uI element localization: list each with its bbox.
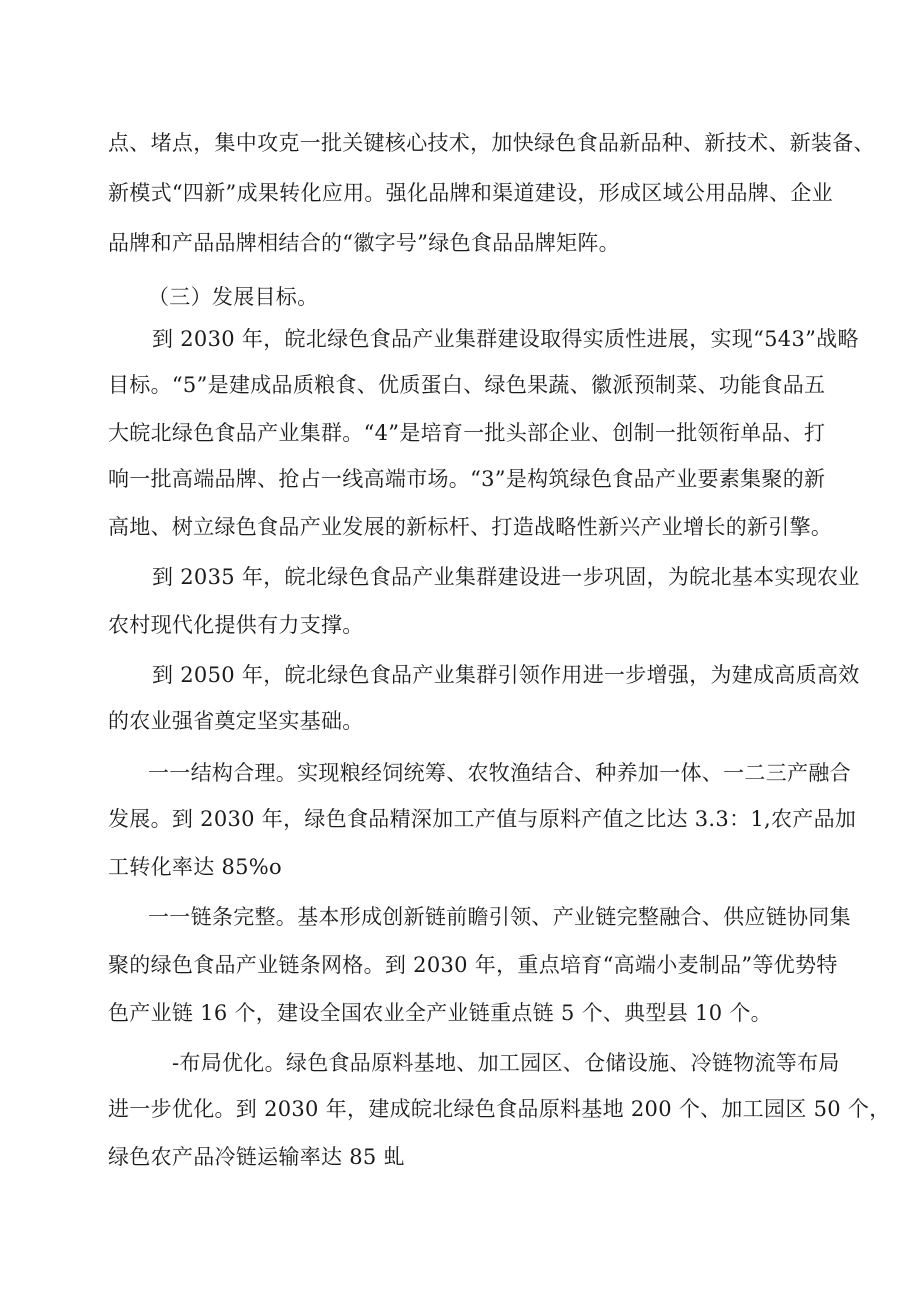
paragraph-line: 工转化率达 85%o <box>108 855 282 879</box>
paragraph-line: 进一步优化。到 2030 年，建成皖北绿色食品原料基地 200 个、加工园区 50 个， <box>108 1097 891 1121</box>
paragraph-line: 一一结构合理。实现粮经饲统筹、农牧渔结合、种养加一体、一二三产融合 <box>148 761 851 785</box>
paragraph-line: 绿色农产品冷链运输率达 85 虬 <box>108 1145 405 1169</box>
paragraph-line: 目标。“5”是建成品质粮食、优质蛋白、绿色果蔬、徽派预制菜、功能食品五 <box>108 373 826 397</box>
paragraph-line: 点、堵点，集中攻克一批关键核心技术，加快绿色食品新品种、新技术、新装备、 <box>108 131 875 155</box>
paragraph-line: 品牌和产品品牌相结合的“徽字号”绿色食品品牌矩阵。 <box>108 231 620 255</box>
paragraph-line: 高地、树立绿色食品产业发展的新标杆、打造战略性新兴产业增长的新引擎。 <box>108 515 833 539</box>
paragraph-line: 聚的绿色食品产业链条网格。到 2030 年，重点培育“高端小麦制品”等优势特 <box>108 953 838 977</box>
paragraph-line: 到 2035 年，皖北绿色食品产业集群建设进一步巩固，为皖北基本实现农业 <box>152 565 860 589</box>
paragraph-line: 响一批高端品牌、抢占一线高端市场。“3”是构筑绿色食品产业要素集聚的新 <box>108 467 826 491</box>
paragraph-line: 农村现代化提供有力支撑。 <box>108 613 364 637</box>
section-heading: （三）发展目标。 <box>148 285 319 309</box>
paragraph-line: 大皖北绿色食品产业集群。“4”是培育一批头部企业、创制一批领衔单品、打 <box>108 421 826 445</box>
paragraph-line: 色产业链 16 个，建设全国农业全产业链重点链 5 个、典型县 10 个。 <box>108 1001 772 1025</box>
paragraph-line: 到 2050 年，皖北绿色食品产业集群引领作用进一步增强，为建成高质高效 <box>152 663 860 687</box>
paragraph-line: 的农业强省奠定坚实基础。 <box>108 709 364 733</box>
paragraph-line: 新模式“四新”成果转化应用。强化品牌和渠道建设，形成区域公用品牌、企业 <box>108 181 833 205</box>
paragraph-line: -布局优化。绿色食品原料基地、加工园区、仓储设施、冷链物流等布局 <box>172 1051 840 1075</box>
paragraph-line: 发展。到 2030 年，绿色食品精深加工产值与原料产值之比达 3.3：1,农产品加 <box>108 807 857 831</box>
paragraph-line: 到 2030 年，皖北绿色食品产业集群建设取得实质性进展，实现“543”战略 <box>152 327 859 351</box>
paragraph-line: 一一链条完整。基本形成创新链前瞻引领、产业链完整融合、供应链协同集 <box>148 905 851 929</box>
